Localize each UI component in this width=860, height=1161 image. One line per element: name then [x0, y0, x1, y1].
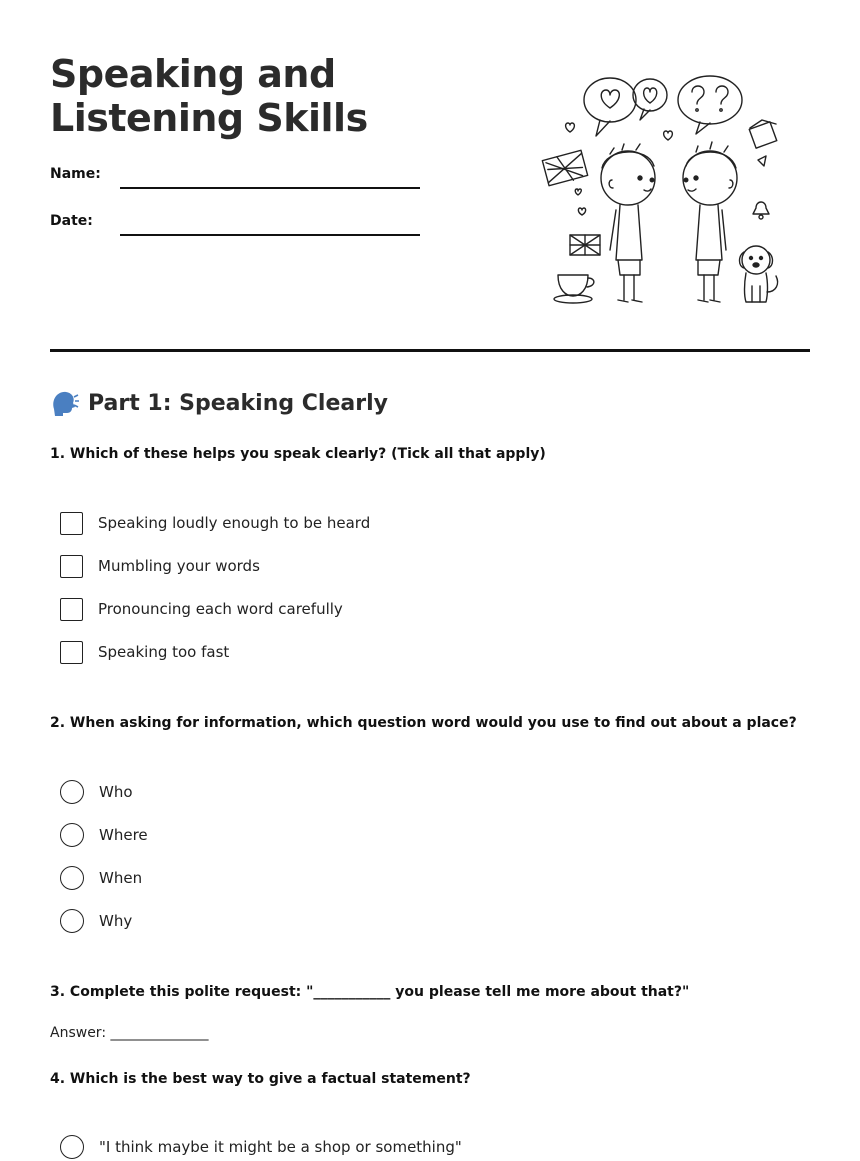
date-label: Date:: [50, 213, 93, 229]
q2-option-1-radio[interactable]: [60, 780, 84, 804]
name-field[interactable]: [120, 187, 420, 189]
q1-option[interactable]: [60, 596, 343, 622]
question-1: 1. Which of these helps you speak clearly? (Tick all that apply): [50, 446, 546, 462]
question-speech-bubble: [678, 76, 742, 134]
q1-option-4-label: Speaking too fast: [98, 643, 230, 661]
q2-option-3-radio[interactable]: [60, 866, 84, 890]
q2-option-2-radio[interactable]: [60, 823, 84, 847]
q2-option-2-label: Where: [99, 826, 148, 844]
heart-speech-bubble: [584, 78, 636, 136]
speaking-head-icon: [50, 389, 80, 417]
q1-option-1-label: Speaking loudly enough to be heard: [98, 514, 371, 532]
part1-heading-text: Part 1: Speaking Clearly: [88, 390, 388, 416]
q1-option[interactable]: [60, 510, 370, 536]
q2-option[interactable]: [60, 908, 132, 934]
dog-figure: [740, 246, 778, 302]
q2-option-3-label: When: [99, 869, 143, 887]
two-children-talking-illustration: [540, 70, 800, 320]
q1-option-3-checkbox[interactable]: [60, 598, 83, 621]
q1-option-3-label: Pronouncing each word carefully: [98, 600, 343, 618]
q4-option-1-radio[interactable]: [60, 1135, 84, 1159]
question-4: 4. Which is the best way to give a factual statement?: [50, 1071, 471, 1087]
q1-option[interactable]: [60, 553, 260, 579]
page-title: Speaking and Listening Skills: [50, 52, 368, 140]
q1-option-1-checkbox[interactable]: [60, 512, 83, 535]
child-figure: [601, 144, 655, 302]
question-3: 3. Complete this polite request: "___________ you please tell me more about that?": [50, 984, 690, 1000]
q4-option[interactable]: [60, 1134, 462, 1160]
q4-option-1-label: "I think maybe it might be a shop or something": [99, 1138, 462, 1156]
heart-speech-bubble: [633, 79, 667, 120]
q1-option-4-checkbox[interactable]: [60, 641, 83, 664]
q2-option[interactable]: [60, 822, 148, 848]
name-label: Name:: [50, 166, 101, 182]
question-2: 2. When asking for information, which question word would you use to find out about a place?: [50, 715, 797, 731]
q1-option[interactable]: [60, 639, 229, 665]
q1-option-2-label: Mumbling your words: [98, 557, 260, 575]
q2-option[interactable]: [60, 865, 142, 891]
date-field[interactable]: [120, 234, 420, 236]
q2-option-4-radio[interactable]: [60, 909, 84, 933]
section-divider: [50, 349, 810, 352]
q2-option-1-label: Who: [99, 783, 133, 801]
child-figure: [683, 142, 737, 302]
part1-heading: [50, 389, 388, 417]
q2-option-4-label: Why: [99, 912, 133, 930]
q2-option[interactable]: [60, 779, 133, 805]
q1-option-2-checkbox[interactable]: [60, 555, 83, 578]
q3-answer-field[interactable]: Answer: ______________: [50, 1025, 209, 1041]
